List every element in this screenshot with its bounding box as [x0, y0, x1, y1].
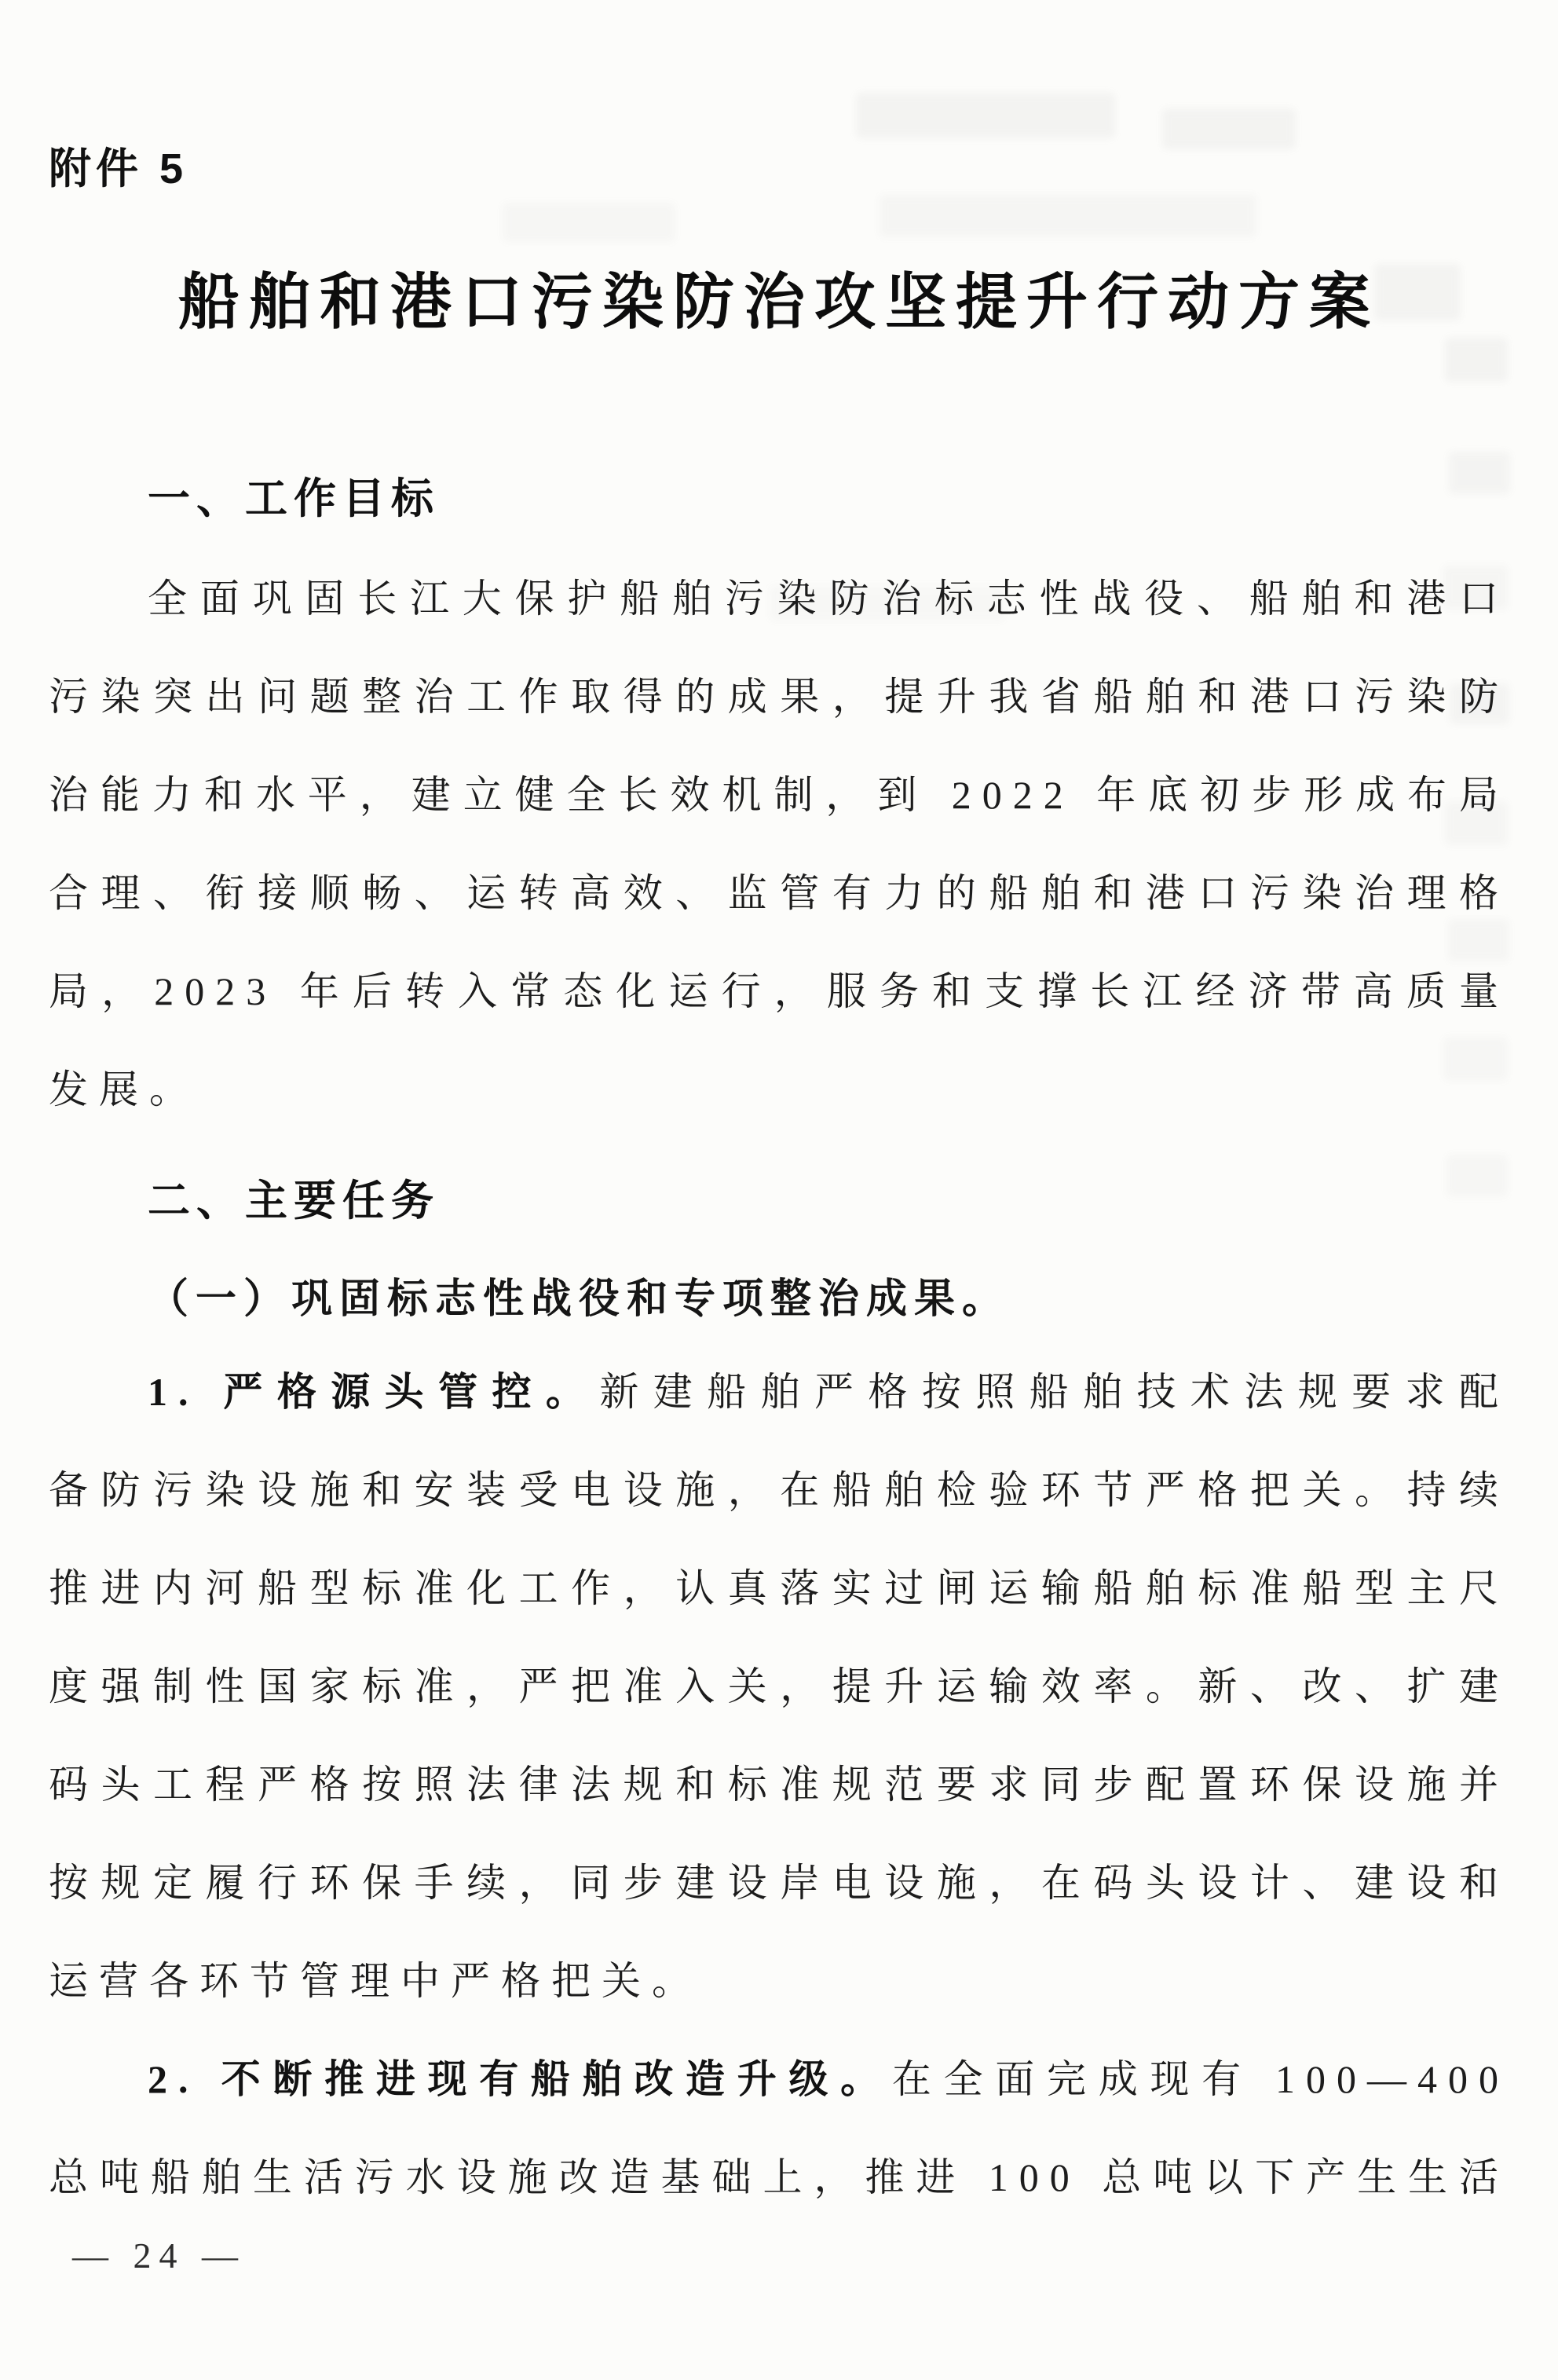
- item1-line-5: 码头工程严格按照法律法规和标准规范要求同步配置环保设施并: [49, 1763, 1509, 1807]
- subsection-heading-1: （一）巩固标志性战役和专项整治成果。: [148, 1277, 1011, 1322]
- bleed-smudge: [1449, 452, 1510, 494]
- item2-label: 2. 不断推进现有船舶改造升级。: [148, 2057, 892, 2101]
- section-heading-2: 二、主要任务: [148, 1177, 440, 1225]
- item1-line-3: 推进内河船型标准化工作，认真落实过闸运输船舶标准船型主尺: [49, 1566, 1509, 1610]
- bleed-smudge: [880, 195, 1256, 237]
- item2-line-1: [49, 2051, 1509, 2115]
- item1-line-7: 运营各环节管理中严格把关。: [49, 1959, 702, 2003]
- document-title: 船舶和港口污染防治攻坚提升行动方案: [177, 268, 1380, 336]
- para1-line-4: 合理、衔接顺畅、运转高效、监管有力的船舶和港口污染治理格: [49, 871, 1509, 915]
- para1-line-1: 全面巩固长江大保护船舶污染防治标志性战役、船舶和港口: [148, 577, 1509, 621]
- bleed-smudge: [856, 93, 1115, 138]
- para1-line-3: 治能力和水平，建立健全长效机制，到 2022 年底初步形成布局: [49, 773, 1509, 817]
- item2-first-rest: 在全面完成现有 100—400: [891, 2057, 1510, 2101]
- bleed-smudge: [1445, 338, 1508, 382]
- item2-line-2: 总吨船舶生活污水设施改造基础上，推进 100 总吨以下产生生活: [49, 2155, 1509, 2199]
- para1-line-5: 局，2023 年后转入常态化运行，服务和支撑长江经济带高质量: [49, 969, 1509, 1013]
- item1-line-2: 备防污染设施和安装受电设施，在船舶检验环节严格把关。持续: [49, 1468, 1509, 1512]
- item1-line-6: 按规定履行环保手续，同步建设岸电设施，在码头设计、建设和: [49, 1861, 1509, 1905]
- page-number: — 24 —: [72, 2235, 246, 2276]
- bleed-smudge: [503, 203, 675, 242]
- item1-label: 1. 严格源头管控。: [148, 1370, 600, 1414]
- section-heading-1: 一、工作目标: [148, 475, 440, 522]
- attachment-label: 附件 5: [49, 145, 188, 192]
- item1-line-1: [49, 1364, 1509, 1428]
- item1-first-rest: 新建船舶严格按照船舶技术法规要求配: [599, 1370, 1510, 1414]
- item1-line-4: 度强制性国家标准，严把准入关，提升运输效率。新、改、扩建: [49, 1664, 1509, 1708]
- bleed-smudge: [1162, 108, 1296, 149]
- bleed-smudge: [1446, 1155, 1508, 1197]
- para1-line-2: 污染突出问题整治工作取得的成果，提升我省船舶和港口污染防: [49, 675, 1509, 719]
- para1-line-6: 发展。: [49, 1067, 199, 1111]
